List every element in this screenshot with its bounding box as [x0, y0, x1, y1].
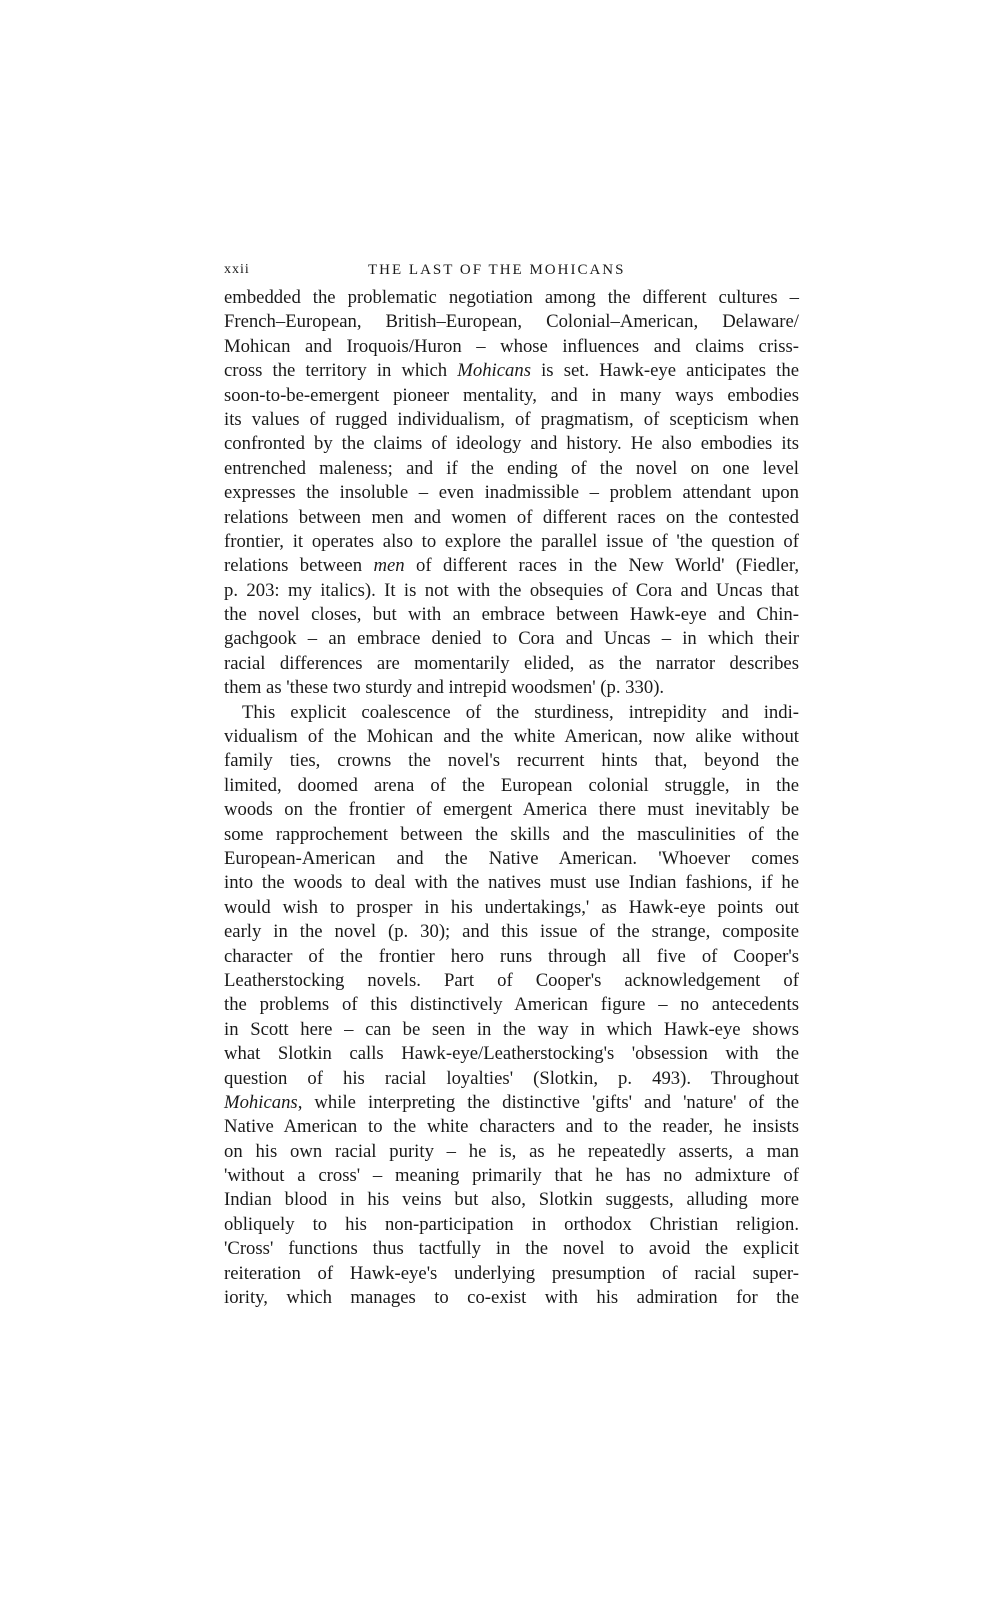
text-line: its values of rugged individualism, of pragmatism, of scepticism when — [224, 408, 799, 430]
page-number: xxii — [224, 262, 250, 277]
text-line: Native American to the white characters and to the reader, he insists — [224, 1116, 799, 1138]
text-line: expresses the insoluble – even inadmissible – problem attendant upon — [224, 482, 799, 504]
text-line: family ties, crowns the novel's recurrent hints that, beyond the — [224, 750, 799, 772]
text-line: some rapprochement between the skills and the masculinities of the — [224, 823, 799, 845]
text-line: soon-to-be-emergent pioneer mentality, and in many ways embodies — [224, 384, 799, 406]
text-line: limited, doomed arena of the European colonial struggle, in the — [224, 774, 799, 796]
text-line: This explicit coalescence of the sturdiness, intrepidity and indi- — [242, 701, 799, 723]
text-line: in Scott here – can be seen in the way in which Hawk-eye shows — [224, 1018, 799, 1040]
text-line: frontier, it operates also to explore the parallel issue of 'the question of — [224, 530, 799, 552]
text-line: confronted by the claims of ideology and history. He also embodies its — [224, 433, 799, 455]
text-line: relations between men and women of different races on the contested — [224, 506, 799, 528]
paragraph-1 — [224, 286, 799, 701]
text-line: entrenched maleness; and if the ending of the novel on one level — [224, 457, 799, 479]
book-page — [224, 262, 799, 1310]
text-line: Mohican and Iroquois/Huron – whose influences and claims criss- — [224, 335, 799, 357]
text-line: character of the frontier hero runs through all five of Cooper's — [224, 945, 799, 967]
text-line: 'Cross' functions thus tactfully in the novel to avoid the explicit — [224, 1238, 799, 1260]
text-line: into the woods to deal with the natives must use Indian fashions, if he — [224, 872, 799, 894]
paragraph-2 — [224, 701, 799, 1311]
text-line: French–European, British–European, Colonial–American, Delaware/ — [224, 311, 799, 333]
running-head — [224, 262, 799, 284]
text-line: early in the novel (p. 30); and this issue of the strange, composite — [224, 921, 799, 943]
body-text — [224, 286, 799, 1310]
text-line: on his own racial purity – he is, as he repeatedly asserts, a man — [224, 1140, 799, 1162]
text-line: p. 203: my italics). It is not with the obsequies of Cora and Uncas that — [224, 579, 799, 601]
text-line: 'without a cross' – meaning primarily that he has no admixture of — [224, 1165, 799, 1187]
text-line: embedded the problematic negotiation among the different cultures – — [224, 287, 799, 308]
text-line: reiteration of Hawk-eye's underlying presumption of racial super- — [224, 1262, 799, 1284]
text-line: woods on the frontier of emergent America there must inevitably be — [224, 799, 799, 821]
text-line: Indian blood in his veins but also, Slotkin suggests, alluding more — [224, 1189, 799, 1211]
text-line: racial differences are momentarily elided, as the narrator describes — [224, 652, 799, 674]
text-line: European-American and the Native American. 'Whoever comes — [224, 847, 799, 869]
text-line: Mohicans, while interpreting the distinctive 'gifts' and 'nature' of the — [224, 1091, 799, 1113]
text-line: the novel closes, but with an embrace between Hawk-eye and Chin- — [224, 604, 799, 626]
text-line: relations between men of different races in the New World' (Fiedler, — [224, 555, 799, 577]
text-line: what Slotkin calls Hawk-eye/Leatherstocking's 'obsession with the — [224, 1043, 799, 1065]
text-line: them as 'these two sturdy and intrepid woodsmen' (p. 330). — [224, 677, 665, 699]
text-line: question of his racial loyalties' (Slotkin, p. 493). Throughout — [224, 1067, 799, 1089]
text-line: cross the territory in which Mohicans is set. Hawk-eye anticipates the — [224, 360, 800, 382]
running-title: THE LAST OF THE MOHICANS — [368, 262, 626, 278]
text-line: obliquely to his non-participation in orthodox Christian religion. — [224, 1213, 799, 1235]
text-line: would wish to prosper in his undertakings,' as Hawk-eye points out — [224, 896, 799, 918]
text-line: vidualism of the Mohican and the white American, now alike without — [224, 726, 799, 748]
text-line: Leatherstocking novels. Part of Cooper's acknowledgement of — [224, 969, 799, 991]
text-line: gachgook – an embrace denied to Cora and Uncas – in which their — [224, 628, 799, 650]
text-line: the problems of this distinctively American figure – no antecedents — [224, 994, 799, 1016]
text-line: iority, which manages to co-exist with his admiration for the — [224, 1287, 799, 1309]
